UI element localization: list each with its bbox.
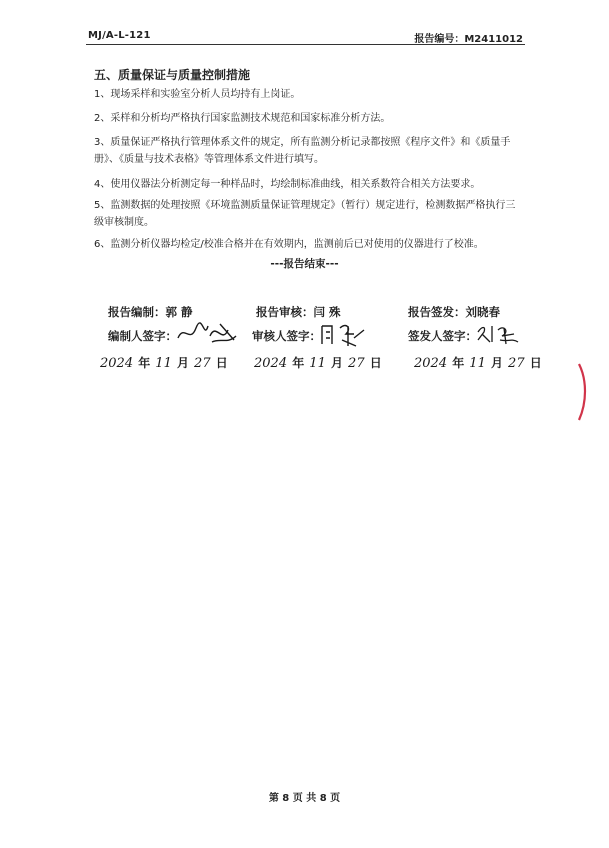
- approver-sign-label: 签发人签字：: [408, 329, 477, 343]
- reviewer-date-day-unit: 日: [369, 356, 382, 370]
- doc-code: MJ/A-L-121: [88, 30, 151, 41]
- editor-date-day-unit: 日: [215, 356, 228, 370]
- editor-date-day: 27: [194, 356, 211, 371]
- list-item: 2、采样和分析均严格执行国家监测技术规范和国家标准分析方法。: [94, 113, 391, 124]
- approver-date-day-unit: 日: [529, 356, 542, 370]
- header-rule: [86, 44, 525, 45]
- report-number: 报告编号：M2411012: [414, 34, 523, 45]
- approver-date-month-unit: 月: [490, 356, 503, 370]
- editor-date-month: 11: [155, 356, 172, 371]
- approver-signature: [474, 320, 520, 346]
- list-item: 5、监测数据的处理按照《环境监测质量保证管理规定》（暂行）规定进行，检测数据严格执行三级审核制度。: [94, 200, 516, 228]
- list-item: 3、质量保证严格执行管理体系文件的规定，所有监测分析记录都按照《程序文件》和《质量手册》、《质量与技术表格》等管理体系文件进行填写。: [94, 137, 511, 165]
- reviewer-date-year: 2024: [254, 356, 288, 371]
- section-title: 五、质量保证与质量控制措施: [94, 68, 251, 82]
- approver-date-month: 11: [469, 356, 486, 371]
- editor-date-year: 2024: [100, 356, 134, 371]
- seal-stamp-edge: [577, 362, 589, 422]
- reviewer-date-year-unit: 年: [292, 356, 305, 370]
- approver-role: 报告签发：刘晓春: [408, 305, 500, 319]
- list-item: 6、监测分析仪器均检定/校准合格并在有效期内，监测前后已对使用的仪器进行了校准。: [94, 239, 484, 250]
- reviewer-date: [254, 352, 382, 371]
- editor-sign-label: 编制人签字：: [108, 329, 177, 343]
- approver-date-year: 2024: [414, 356, 448, 371]
- report-end-marker: ---报告结束---: [270, 258, 339, 270]
- approver-date: [414, 352, 542, 371]
- editor-date: [100, 352, 228, 371]
- editor-date-month-unit: 月: [176, 356, 189, 370]
- reviewer-signature: [318, 318, 368, 348]
- approver-date-day: 27: [508, 356, 525, 371]
- approver-date-year-unit: 年: [452, 356, 465, 370]
- reviewer-date-month-unit: 月: [330, 356, 343, 370]
- reviewer-date-day: 27: [348, 356, 365, 371]
- editor-date-year-unit: 年: [138, 356, 151, 370]
- reviewer-date-month: 11: [309, 356, 326, 371]
- editor-role: 报告编制：郭 静: [108, 305, 193, 319]
- list-item: 4、使用仪器法分析测定每一种样品时，均绘制标准曲线，相关系数符合相关方法要求。: [94, 179, 481, 190]
- reviewer-role: 报告审核：闫 殊: [256, 305, 341, 319]
- editor-signature: [176, 318, 240, 348]
- reviewer-sign-label: 审核人签字：: [252, 329, 321, 343]
- list-item: 1、现场采样和实验室分析人员均持有上岗证。: [94, 89, 301, 100]
- page-number: 第 8 页 共 8 页: [268, 793, 341, 804]
